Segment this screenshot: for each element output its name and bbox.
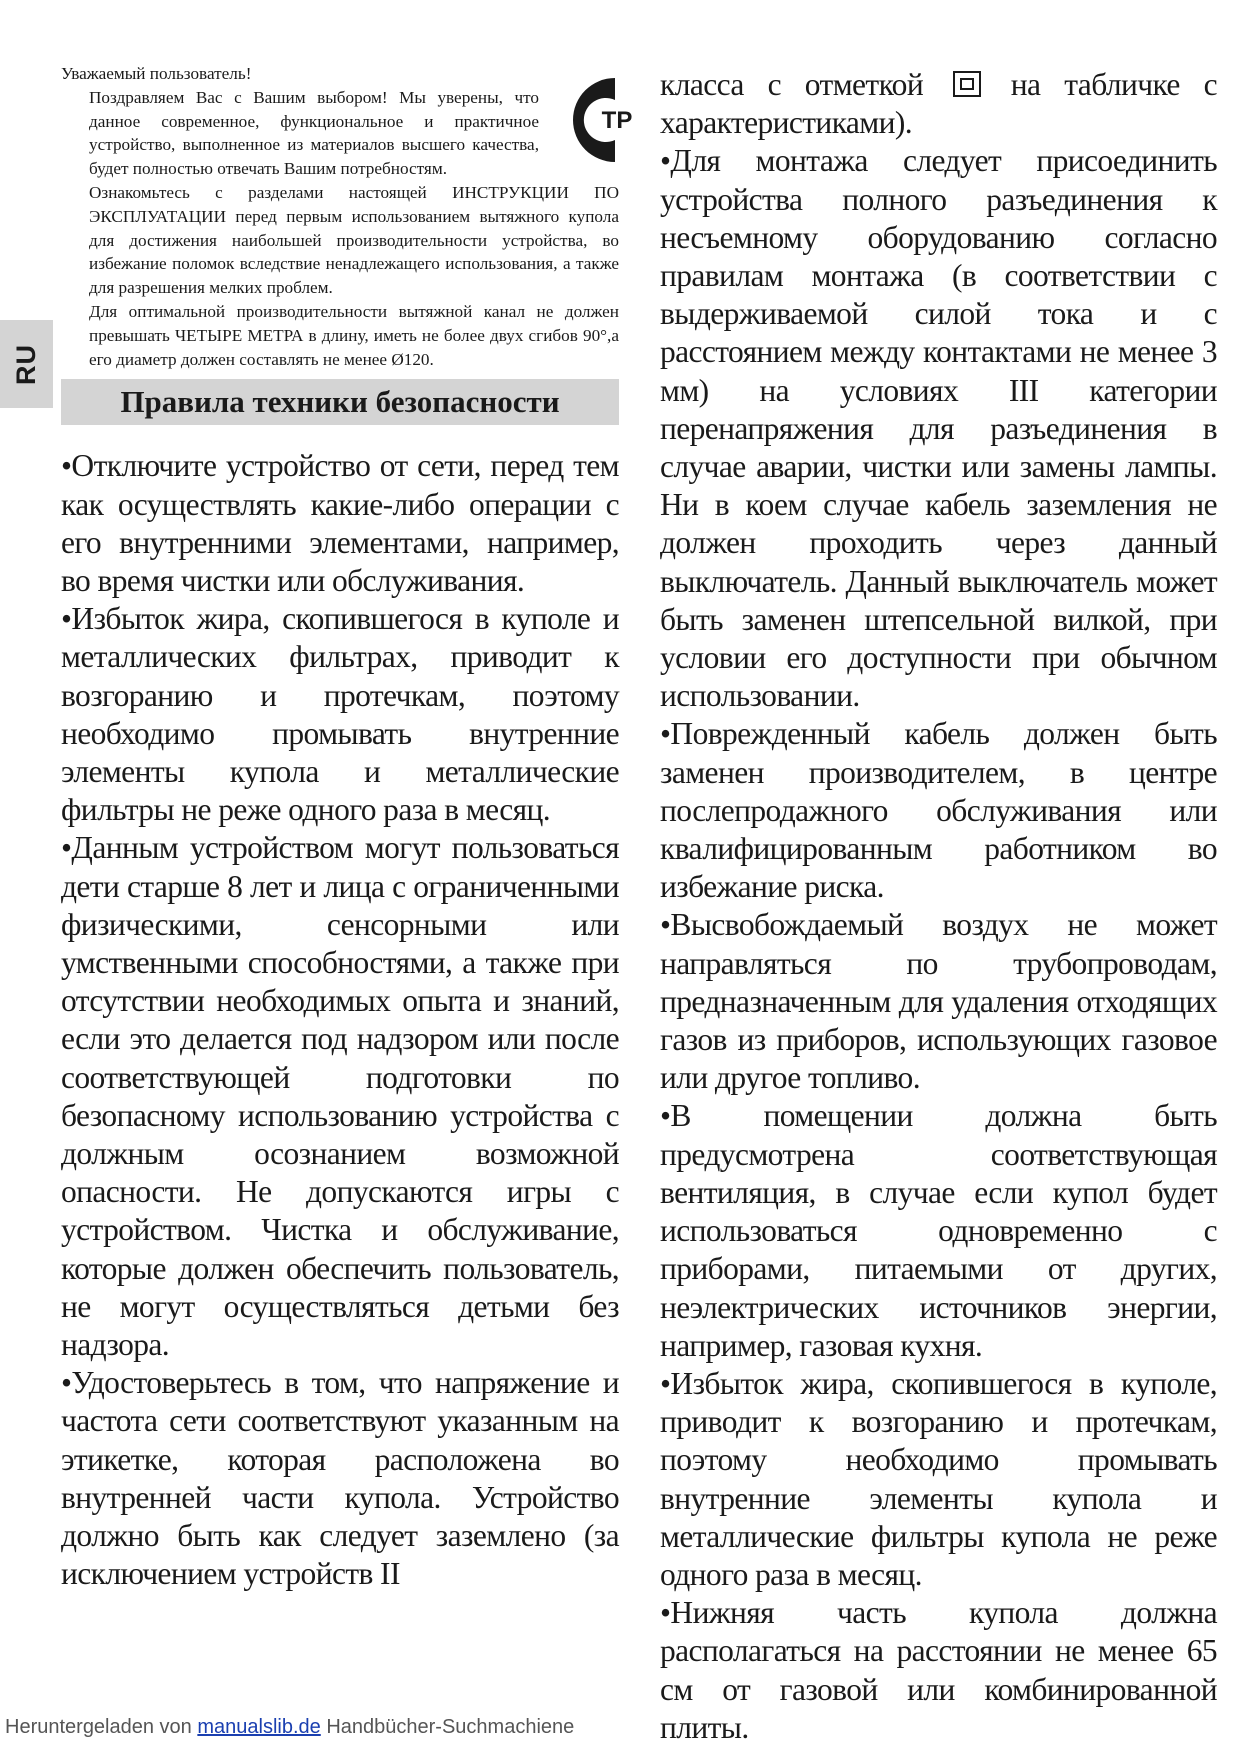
eac-tr-logo-icon bbox=[553, 70, 653, 170]
safety-item: •Отключите устройство от сети, перед тем как осуществлять какие-либо операции с его внутренними элементами, например, во время чистки или обслуживания. bbox=[61, 448, 619, 598]
continuation-before: класса с отметкой bbox=[660, 67, 924, 102]
safety-item: •В помещении должна быть предусмотрена соответствующая вентиляция, в случае если купол будет использоваться одновременно с приборами, питаемыми от других, неэлектрических источников энергии, например, газовая кухня. bbox=[660, 1098, 1217, 1363]
footer-link[interactable]: manualslib.de bbox=[197, 1716, 321, 1738]
intro-paragraph-1: Поздравляем Вас с Вашим выбором! Мы уверены, что данное современное, функциональное и практичное устройство, выполненное из материалов высшего качества, будет полностью отвечать Вашим потребностям. bbox=[89, 87, 539, 179]
intro-paragraph-3: Для оптимальной производительности вытяжной канал не должен превышать ЧЕТЫРЕ МЕТРА в длину, иметь не более двух сгибов 90°,а его диаметр должен составлять не менее Ø120. bbox=[89, 301, 619, 369]
logo-text: TP bbox=[601, 107, 633, 134]
safety-item: •Данным устройством могут пользоваться дети старше 8 лет и лица с ограниченными физическими, сенсорными или умственными способностями, а также при отсутствии необходимых опыта и знаний, если это делается под надзором или после соответствующей подготовки по безопасному использованию устройства с должным осознанием возможной опасности. Не допускаются игры с устройством. Чистка и обслуживание, которые должен обеспечить пользователь, не могут осуществляться детьми без надзора. bbox=[61, 830, 619, 1363]
intro-paragraph-2: Ознакомьтесь с разделами настоящей ИНСТРУКЦИИ ПО ЭКСПЛУАТАЦИИ перед первым использованием вытяжного купола для достижения наибольшей производительности устройства, во избежание поломок вследствие ненадлежащего использования, а также для разрешения мелких проблем. bbox=[89, 182, 619, 298]
safety-item: •Избыток жира, скопившегося в куполе, приводит к возгоранию и протечкам, поэтому необходимо промывать внутренние элементы купола и металлические фильтры купола не реже одного раза в месяц. bbox=[660, 1365, 1217, 1592]
language-tab-label: RU bbox=[11, 343, 41, 385]
footer-prefix: Heruntergeladen von bbox=[5, 1716, 192, 1738]
left-column bbox=[61, 62, 619, 1593]
section-header bbox=[61, 379, 619, 425]
intro-block bbox=[61, 62, 619, 371]
right-column bbox=[660, 66, 1217, 1747]
safety-item: •Высвобождаемый воздух не может направляться по трубопроводам, предназначенным для удаления отходящих газов из приборов, использующих газовое или другое топливо. bbox=[660, 907, 1217, 1096]
safety-item: •Нижняя часть купола должна располагаться на расстоянии не менее 65 см от газовой или комбинированной плиты. bbox=[660, 1595, 1217, 1745]
language-tab bbox=[0, 320, 53, 408]
safety-item: •Поврежденный кабель должен быть заменен производителем, в центре послепродажного обслуживания или квалифицированным работником во избежание риска. bbox=[660, 716, 1217, 905]
safety-item: •Для монтажа следует присоединить устройства полного разъединения к несъемному оборудованию согласно правилам монтажа (в соответствии с выдерживаемой силой тока и с расстоянием между контактами не менее 3 мм) на условиях III категории перенапряжения для разъединения в случае аварии, чистки или замены лампы. Ни в коем случае кабель заземления не должен проходить через данный выключатель. Данный выключатель может быть заменен штепсельной вилкой, при условии его доступности при обычном использовании. bbox=[660, 143, 1217, 714]
footer bbox=[5, 1716, 574, 1739]
section-title: Правила техники безопасности bbox=[120, 384, 560, 420]
footer-suffix: Handbücher-Suchmachiene bbox=[326, 1716, 575, 1738]
safety-item: •Удостоверьтесь в том, что напряжение и частота сети соответствуют указанным на этикетке, которая расположена во внутренней части купола. Устройство должно быть как следует заземлено (за исключением устройств II bbox=[61, 1365, 619, 1592]
double-square-icon bbox=[953, 71, 981, 97]
continuation-line bbox=[660, 66, 1217, 142]
safety-item: •Избыток жира, скопившегося в куполе и металлических фильтрах, приводит к возгоранию и протечкам, поэтому необходимо промывать внутренние элементы купола и металлические фильтры не реже одного раза в месяц. bbox=[61, 601, 619, 828]
left-safety-list bbox=[61, 447, 619, 1593]
intro-greeting: Уважаемый пользователь! bbox=[61, 64, 252, 83]
continuation-after: на табличке с характеристиками). bbox=[660, 67, 1217, 141]
